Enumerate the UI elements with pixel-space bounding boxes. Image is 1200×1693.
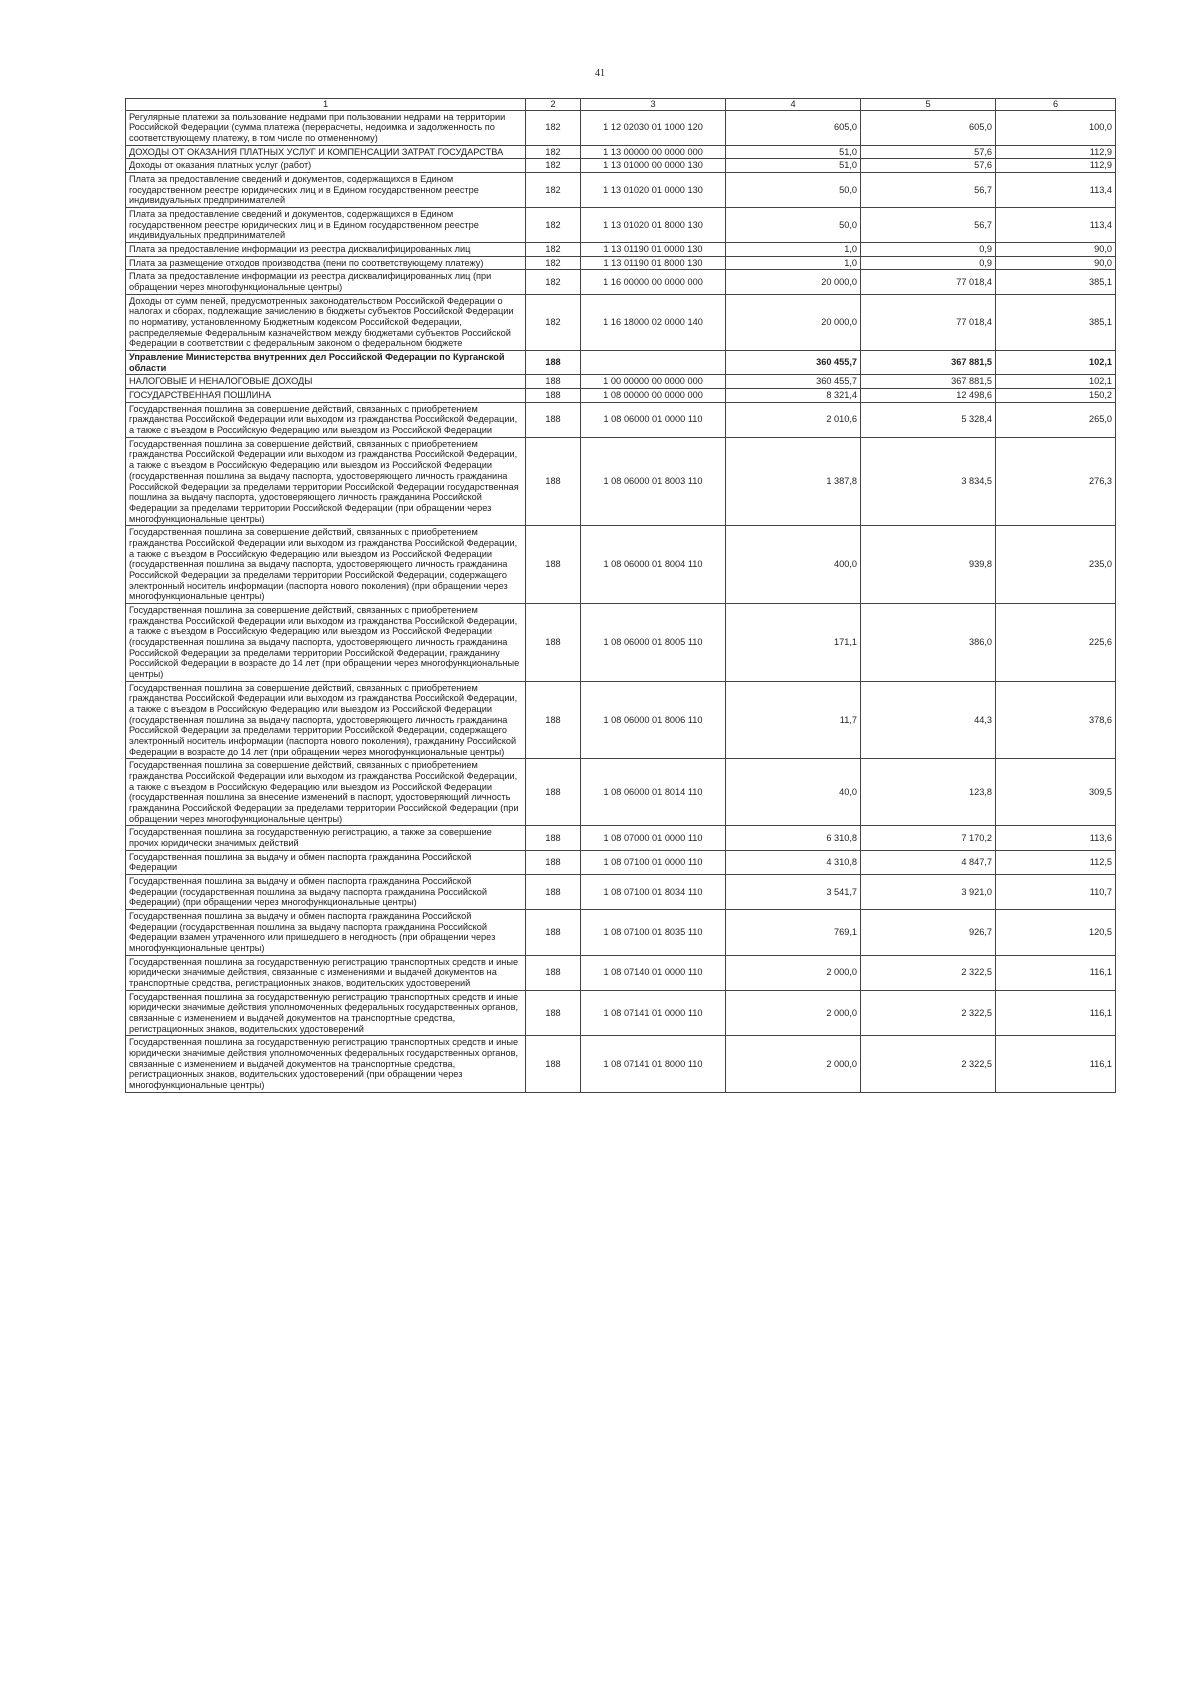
table-row — [126, 850, 1116, 874]
row-budget-code-cell: 1 13 01020 01 0000 130 — [581, 173, 726, 208]
table-row — [126, 759, 1116, 826]
row-budget-code-cell: 1 08 06000 01 8003 110 — [581, 437, 726, 525]
row-name-cell: Государственная пошлина за выдачу и обмен паспорта гражданина Российской Федерации (государственная пошлина за выдачу паспорта гражданина Российской Федерации взамен утраченного или пришедшего в негодность (при обращении через многофункциональные центры) — [126, 910, 526, 956]
row-budget-code-cell: 1 08 07141 01 0000 110 — [581, 990, 726, 1036]
row-actual-value-cell: 57,6 — [861, 159, 996, 173]
table-row — [126, 173, 1116, 208]
row-admin-code-cell: 188 — [526, 826, 581, 850]
table-row — [126, 826, 1116, 850]
table-row — [126, 990, 1116, 1036]
column-header: 4 — [726, 99, 861, 111]
row-admin-code-cell: 182 — [526, 294, 581, 350]
row-budget-code-cell: 1 08 07000 01 0000 110 — [581, 826, 726, 850]
row-percent-cell: 235,0 — [996, 526, 1116, 604]
row-actual-value-cell: 3 921,0 — [861, 875, 996, 910]
row-plan-value-cell: 4 310,8 — [726, 850, 861, 874]
table-row — [126, 256, 1116, 270]
row-percent-cell: 385,1 — [996, 270, 1116, 294]
row-percent-cell: 120,5 — [996, 910, 1116, 956]
row-plan-value-cell: 50,0 — [726, 208, 861, 243]
row-budget-code-cell: 1 13 00000 00 0000 000 — [581, 145, 726, 159]
row-percent-cell: 112,9 — [996, 159, 1116, 173]
row-percent-cell: 90,0 — [996, 243, 1116, 257]
row-plan-value-cell: 2 000,0 — [726, 955, 861, 990]
row-actual-value-cell: 5 328,4 — [861, 402, 996, 437]
row-budget-code-cell: 1 16 18000 02 0000 140 — [581, 294, 726, 350]
row-budget-code-cell: 1 08 00000 00 0000 000 — [581, 389, 726, 403]
table-row — [126, 1036, 1116, 1092]
table-row — [126, 389, 1116, 403]
row-budget-code-cell: 1 08 06000 01 8004 110 — [581, 526, 726, 604]
row-name-cell: ДОХОДЫ ОТ ОКАЗАНИЯ ПЛАТНЫХ УСЛУГ И КОМПЕНСАЦИИ ЗАТРАТ ГОСУДАРСТВА — [126, 145, 526, 159]
row-admin-code-cell: 188 — [526, 850, 581, 874]
table-row — [126, 681, 1116, 759]
row-admin-code-cell: 188 — [526, 910, 581, 956]
row-name-cell: Государственная пошлина за государственную регистрацию транспортных средств и иные юридически значимые действия, связанные с изменениями и выдачей документов на транспортные средства, регистрационных знаков, водительских удостоверений — [126, 955, 526, 990]
row-budget-code-cell: 1 00 00000 00 0000 000 — [581, 375, 726, 389]
row-percent-cell: 265,0 — [996, 402, 1116, 437]
row-budget-code-cell: 1 08 07100 01 8034 110 — [581, 875, 726, 910]
row-name-cell: ГОСУДАРСТВЕННАЯ ПОШЛИНА — [126, 389, 526, 403]
column-header: 5 — [861, 99, 996, 111]
row-budget-code-cell: 1 13 01190 01 0000 130 — [581, 243, 726, 257]
column-header: 1 — [126, 99, 526, 111]
column-header: 3 — [581, 99, 726, 111]
row-name-cell: Государственная пошлина за выдачу и обмен паспорта гражданина Российской Федерации — [126, 850, 526, 874]
table-row — [126, 910, 1116, 956]
row-name-cell: НАЛОГОВЫЕ И НЕНАЛОГОВЫЕ ДОХОДЫ — [126, 375, 526, 389]
row-budget-code-cell: 1 13 01020 01 8000 130 — [581, 208, 726, 243]
row-actual-value-cell: 123,8 — [861, 759, 996, 826]
row-actual-value-cell: 3 834,5 — [861, 437, 996, 525]
table-body — [126, 110, 1116, 1092]
row-budget-code-cell: 1 08 07100 01 0000 110 — [581, 850, 726, 874]
row-admin-code-cell: 182 — [526, 159, 581, 173]
row-plan-value-cell: 360 455,7 — [726, 351, 861, 375]
row-percent-cell: 116,1 — [996, 1036, 1116, 1092]
row-admin-code-cell: 188 — [526, 875, 581, 910]
row-plan-value-cell: 605,0 — [726, 110, 861, 145]
row-percent-cell: 113,6 — [996, 826, 1116, 850]
table-row — [126, 159, 1116, 173]
table-row — [126, 875, 1116, 910]
row-actual-value-cell: 56,7 — [861, 173, 996, 208]
row-admin-code-cell: 188 — [526, 603, 581, 681]
row-name-cell: Управление Министерства внутренних дел Российской Федерации по Курганской области — [126, 351, 526, 375]
row-percent-cell: 112,5 — [996, 850, 1116, 874]
row-admin-code-cell: 182 — [526, 243, 581, 257]
row-actual-value-cell: 4 847,7 — [861, 850, 996, 874]
row-name-cell: Доходы от оказания платных услуг (работ) — [126, 159, 526, 173]
row-percent-cell: 309,5 — [996, 759, 1116, 826]
table-row — [126, 375, 1116, 389]
row-percent-cell: 102,1 — [996, 375, 1116, 389]
row-actual-value-cell: 926,7 — [861, 910, 996, 956]
row-name-cell: Государственная пошлина за государственную регистрацию транспортных средств и иные юридически значимые действия уполномоченных федеральных государственных органов, связанные с изменением и выдачей документов на транспортные средства, регистрационных знаков, водительских удостоверений (при обращении через многофункциональные центры) — [126, 1036, 526, 1092]
table-row — [126, 208, 1116, 243]
row-budget-code-cell: 1 08 06000 01 8014 110 — [581, 759, 726, 826]
table-row — [126, 955, 1116, 990]
row-percent-cell: 385,1 — [996, 294, 1116, 350]
row-plan-value-cell: 6 310,8 — [726, 826, 861, 850]
row-admin-code-cell: 188 — [526, 990, 581, 1036]
row-name-cell: Государственная пошлина за совершение действий, связанных с приобретением гражданства Российской Федерации или выходом из гражданства Российской Федерации, а также с въездом в Российскую Федерацию или выездом из Российской Федерации (государственная пошлина за выдачу паспорта, удостоверяющего личность гражданина Российской Федерации за пределами территории Российской Федерации, содержащего электронный носитель информации (паспорта нового поколения), гражданину Российской Федерации в возрасте до 14 лет (при обращении через многофункциональные центры) — [126, 681, 526, 759]
row-name-cell: Доходы от сумм пеней, предусмотренных законодательством Российской Федерации о налогах и сборах, подлежащие зачислению в бюджеты субъектов Российской Федерации по нормативу, установленному Бюджетным кодексом Российской Федерации, распределяемые Федеральным казначейством между бюджетами субъектов Российской Федерации в соответствии с федеральным законом о федеральном бюджете — [126, 294, 526, 350]
row-admin-code-cell: 188 — [526, 351, 581, 375]
row-admin-code-cell: 182 — [526, 256, 581, 270]
row-actual-value-cell: 939,8 — [861, 526, 996, 604]
row-plan-value-cell: 8 321,4 — [726, 389, 861, 403]
row-name-cell: Плата за предоставление сведений и документов, содержащихся в Едином государственном реестре юридических лиц и в Едином государственном реестре индивидуальных предпринимателей — [126, 173, 526, 208]
row-actual-value-cell: 367 881,5 — [861, 351, 996, 375]
table-row — [126, 437, 1116, 525]
row-name-cell: Государственная пошлина за совершение действий, связанных с приобретением гражданства Российской Федерации или выходом из гражданства Российской Федерации, а также с въездом в Российскую Федерацию или выездом из Российской Федерации (государственная пошлина за внесение изменений в паспорт, удостоверяющий личность гражданина Российской Федерации за пределами территории Российской Федерации (при обращении через многофункциональные центры) — [126, 759, 526, 826]
row-name-cell: Государственная пошлина за совершение действий, связанных с приобретением гражданства Российской Федерации или выходом из гражданства Российской Федерации, а также с въездом в Российскую Федерацию или выездом из Российской Федерации (государственная пошлина за выдачу паспорта, удостоверяющего личность гражданина Российской Федерации за пределами территории Российской Федерации, содержащего электронный носитель информации (паспорта нового поколения) (при обращении через многофункциональные центры) — [126, 526, 526, 604]
row-plan-value-cell: 2 010,6 — [726, 402, 861, 437]
row-name-cell: Государственная пошлина за совершение действий, связанных с приобретением гражданства Российской Федерации или выходом из гражданства Российской Федерации, а также с въездом в Российскую Федерацию или выездом из Российской Федерации (государственная пошлина за выдачу паспорта, удостоверяющего личность гражданина Российской Федерации за пределами территории Российской Федерации, гражданину Российской Федерации в возрасте до 14 лет (при обращении через многофункциональные центры) — [126, 603, 526, 681]
row-budget-code-cell: 1 16 00000 00 0000 000 — [581, 270, 726, 294]
row-actual-value-cell: 77 018,4 — [861, 294, 996, 350]
row-percent-cell: 116,1 — [996, 990, 1116, 1036]
row-plan-value-cell: 2 000,0 — [726, 990, 861, 1036]
row-actual-value-cell: 386,0 — [861, 603, 996, 681]
row-admin-code-cell: 188 — [526, 375, 581, 389]
row-plan-value-cell: 11,7 — [726, 681, 861, 759]
row-admin-code-cell: 188 — [526, 389, 581, 403]
column-header: 2 — [526, 99, 581, 111]
row-plan-value-cell: 20 000,0 — [726, 270, 861, 294]
row-admin-code-cell: 182 — [526, 208, 581, 243]
page-number: 41 — [595, 68, 605, 79]
row-budget-code-cell: 1 08 06000 01 0000 110 — [581, 402, 726, 437]
row-actual-value-cell: 44,3 — [861, 681, 996, 759]
row-percent-cell: 116,1 — [996, 955, 1116, 990]
row-admin-code-cell: 188 — [526, 955, 581, 990]
row-admin-code-cell: 188 — [526, 437, 581, 525]
row-admin-code-cell: 188 — [526, 402, 581, 437]
row-percent-cell: 378,6 — [996, 681, 1116, 759]
row-name-cell: Государственная пошлина за выдачу и обмен паспорта гражданина Российской Федерации (государственная пошлина за выдачу паспорта гражданина Российской Федерации) (при обращении через многофункциональные центры) — [126, 875, 526, 910]
row-percent-cell: 225,6 — [996, 603, 1116, 681]
row-admin-code-cell: 182 — [526, 173, 581, 208]
row-admin-code-cell: 182 — [526, 270, 581, 294]
row-name-cell: Государственная пошлина за совершение действий, связанных с приобретением гражданства Российской Федерации или выходом из гражданства Российской Федерации, а также с въездом в Российскую Федерацию или выездом из Российской Федерации (государственная пошлина за выдачу паспорта, удостоверяющего личность гражданина Российской Федерации за пределами территории Российской Федерации государственная пошлина за выдачу паспорта, удостоверяющего личность гражданина Российской Федерации за пределами территории Российской Федерации (при обращении через многофункциональные центры) — [126, 437, 526, 525]
table-row — [126, 351, 1116, 375]
row-admin-code-cell: 188 — [526, 1036, 581, 1092]
row-budget-code-cell: 1 08 07140 01 0000 110 — [581, 955, 726, 990]
table-row — [126, 270, 1116, 294]
row-budget-code-cell: 1 13 01000 00 0000 130 — [581, 159, 726, 173]
row-budget-code-cell: 1 08 07100 01 8035 110 — [581, 910, 726, 956]
row-name-cell: Плата за размещение отходов производства (пени по соответствующему платежу) — [126, 256, 526, 270]
row-actual-value-cell: 2 322,5 — [861, 1036, 996, 1092]
row-budget-code-cell: 1 12 02030 01 1000 120 — [581, 110, 726, 145]
column-number-header-row — [126, 99, 1116, 111]
row-budget-code-cell: 1 08 06000 01 8006 110 — [581, 681, 726, 759]
table-row — [126, 526, 1116, 604]
row-plan-value-cell: 3 541,7 — [726, 875, 861, 910]
row-name-cell: Государственная пошлина за государственную регистрацию транспортных средств и иные юридически значимые действия уполномоченных федеральных государственных органов, связанные с изменением и выдачей документов на транспортные средства, регистрационных знаков, водительских удостоверений — [126, 990, 526, 1036]
row-admin-code-cell: 182 — [526, 110, 581, 145]
row-plan-value-cell: 40,0 — [726, 759, 861, 826]
row-budget-code-cell: 1 08 07141 01 8000 110 — [581, 1036, 726, 1092]
row-plan-value-cell: 51,0 — [726, 159, 861, 173]
row-percent-cell: 110,7 — [996, 875, 1116, 910]
row-actual-value-cell: 0,9 — [861, 243, 996, 257]
table-row — [126, 243, 1116, 257]
row-plan-value-cell: 20 000,0 — [726, 294, 861, 350]
row-budget-code-cell: 1 13 01190 01 8000 130 — [581, 256, 726, 270]
row-percent-cell: 113,4 — [996, 173, 1116, 208]
row-plan-value-cell: 171,1 — [726, 603, 861, 681]
row-plan-value-cell: 50,0 — [726, 173, 861, 208]
table-row — [126, 603, 1116, 681]
table-row — [126, 110, 1116, 145]
row-admin-code-cell: 188 — [526, 526, 581, 604]
row-name-cell: Регулярные платежи за пользование недрами при пользовании недрами на территории Российской Федерации (сумма платежа (перерасчеты, недоимка и задолженность по соответствующему платежу, в том числе по отмененному) — [126, 110, 526, 145]
row-budget-code-cell: 1 08 06000 01 8005 110 — [581, 603, 726, 681]
row-name-cell: Плата за предоставление сведений и документов, содержащихся в Едином государственном реестре юридических лиц и в Едином государственном реестре индивидуальных предпринимателей — [126, 208, 526, 243]
row-actual-value-cell: 7 170,2 — [861, 826, 996, 850]
row-plan-value-cell: 51,0 — [726, 145, 861, 159]
row-actual-value-cell: 57,6 — [861, 145, 996, 159]
row-admin-code-cell: 182 — [526, 145, 581, 159]
table-row — [126, 145, 1116, 159]
row-actual-value-cell: 367 881,5 — [861, 375, 996, 389]
row-name-cell: Государственная пошлина за государственную регистрацию, а также за совершение прочих юридически значимых действий — [126, 826, 526, 850]
row-percent-cell: 276,3 — [996, 437, 1116, 525]
row-budget-code-cell — [581, 351, 726, 375]
row-plan-value-cell: 400,0 — [726, 526, 861, 604]
row-actual-value-cell: 0,9 — [861, 256, 996, 270]
column-header: 6 — [996, 99, 1116, 111]
row-plan-value-cell: 2 000,0 — [726, 1036, 861, 1092]
row-plan-value-cell: 360 455,7 — [726, 375, 861, 389]
row-plan-value-cell: 1,0 — [726, 243, 861, 257]
table-row — [126, 294, 1116, 350]
row-percent-cell: 150,2 — [996, 389, 1116, 403]
row-percent-cell: 102,1 — [996, 351, 1116, 375]
row-actual-value-cell: 605,0 — [861, 110, 996, 145]
row-actual-value-cell: 2 322,5 — [861, 955, 996, 990]
row-actual-value-cell: 2 322,5 — [861, 990, 996, 1036]
row-percent-cell: 112,9 — [996, 145, 1116, 159]
row-plan-value-cell: 1 387,8 — [726, 437, 861, 525]
row-name-cell: Плата за предоставление информации из реестра дисквалифицированных лиц — [126, 243, 526, 257]
table-row — [126, 402, 1116, 437]
row-percent-cell: 113,4 — [996, 208, 1116, 243]
row-actual-value-cell: 56,7 — [861, 208, 996, 243]
row-plan-value-cell: 1,0 — [726, 256, 861, 270]
row-plan-value-cell: 769,1 — [726, 910, 861, 956]
row-actual-value-cell: 77 018,4 — [861, 270, 996, 294]
row-percent-cell: 90,0 — [996, 256, 1116, 270]
row-name-cell: Государственная пошлина за совершение действий, связанных с приобретением гражданства Российской Федерации или выходом из гражданства Российской Федерации, а также с въездом в Российскую Федерацию или выездом из Российской Федерации — [126, 402, 526, 437]
row-percent-cell: 100,0 — [996, 110, 1116, 145]
budget-revenue-table — [125, 98, 1116, 1093]
row-admin-code-cell: 188 — [526, 759, 581, 826]
row-name-cell: Плата за предоставление информации из реестра дисквалифицированных лиц (при обращении через многофункциональные центры) — [126, 270, 526, 294]
row-actual-value-cell: 12 498,6 — [861, 389, 996, 403]
row-admin-code-cell: 188 — [526, 681, 581, 759]
